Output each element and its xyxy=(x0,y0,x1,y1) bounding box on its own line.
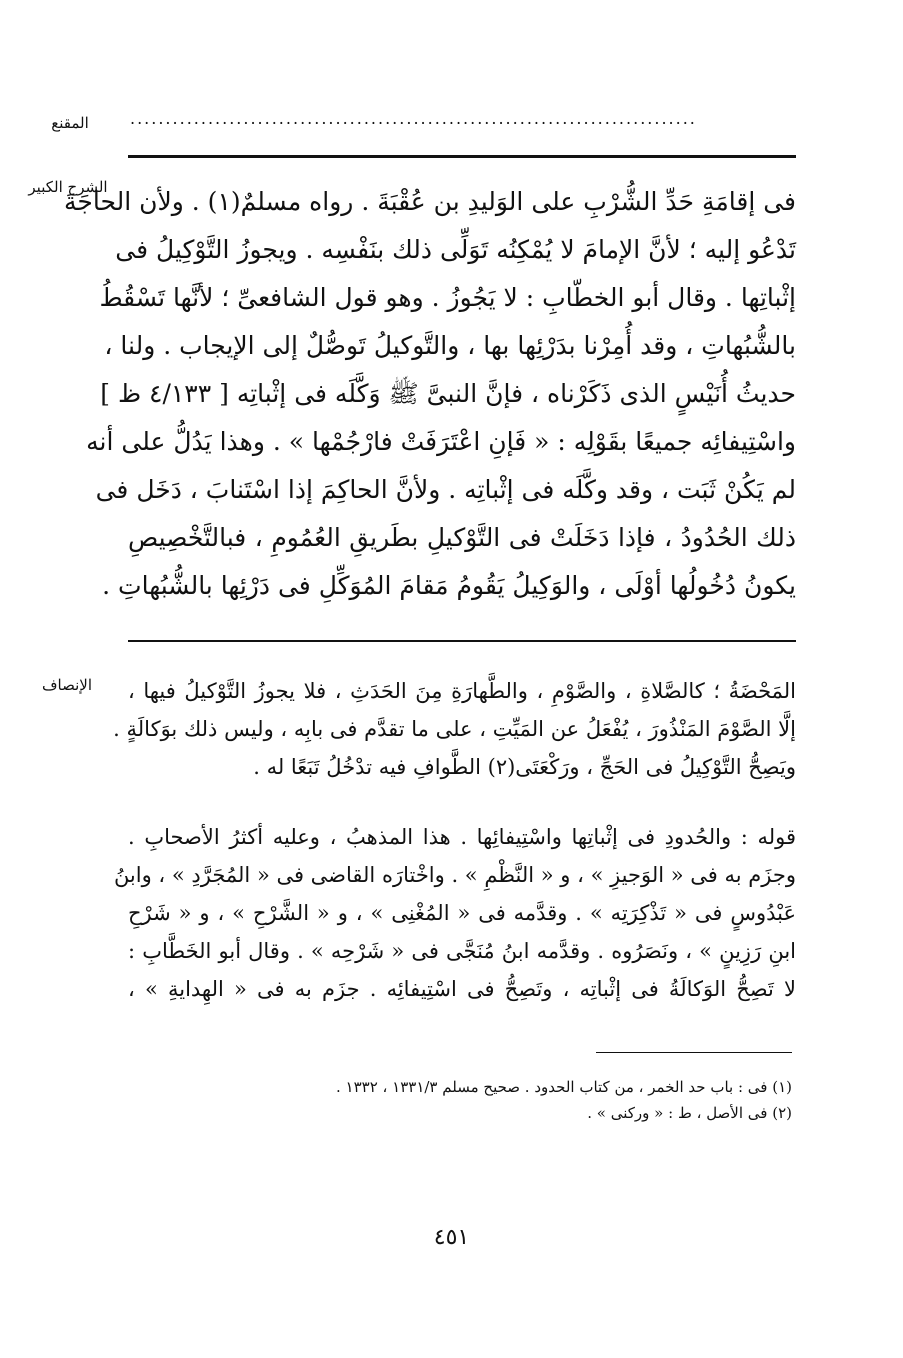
sharh-line: إثْباتِها . وقال أبو الخطّابِ : لا يَجُوزُ . وهو قول الشافعىِّ ؛ لأنَّها تَسْقُطُ xyxy=(99,283,796,312)
book-title: المقنع xyxy=(51,114,89,132)
insaf-line: ابنِ رَزِينٍ » ، ونَصَرُوه . وقدَّمه ابنُ مُنَجَّى فى « شَرْحِه » . وقال أبو الخَطَّابِ : xyxy=(128,939,796,963)
sharh-line: ذلك الحُدُودُ ، فإذا دَخَلَتْ فى التَّوْكيلِ بطَريقِ العُمُومِ ، فبالتَّخْصِيصِ xyxy=(128,523,796,552)
insaf-section-label: الإنصاف xyxy=(41,676,93,694)
section-divider xyxy=(128,640,796,642)
header-rule xyxy=(128,155,796,158)
footnotes-block xyxy=(128,1074,792,1126)
insaf-line: قوله : والحُدودِ فى إثْباتِها واسْتِيفائِها . هذا المذهبُ ، وعليه أكثرُ الأصحابِ . xyxy=(128,825,796,849)
insaf-line: عَبْدُوسٍ فى « تَذْكِرَتِه » . وقدَّمه فى « المُغْنِى » ، و « الشَّرْحِ » ، و « شَرْحِ xyxy=(128,901,796,925)
header-dotted-line: ................................................................................ xyxy=(130,109,697,128)
sharh-line: فى إقامَةِ حَدِّ الشُّرْبِ على الوَليدِ بن عُقْبَةَ . رواه مسلمٌ(١) . ولأن الحاجَةَ xyxy=(64,187,796,216)
footnote-line: (٢) فى الأصل ، ط : « وركنى » . xyxy=(587,1104,792,1122)
insaf-line: ويَصِحُّ التَّوْكِيلُ فى الحَجِّ ، ورَكْعَتَى(٢) الطَّوافِ فيه تدْخُلُ تَبَعًا له . xyxy=(253,755,796,779)
sharh-line: بالشُّبُهاتِ ، وقد أُمِرْنا بدَرْئِها بها ، والتَّوكيلُ تَوصُّلٌ إلى الإيجاب . ولنا ، xyxy=(104,331,796,360)
insaf-text-block-1 xyxy=(113,672,796,786)
sharh-section-label: الشرح الكبير xyxy=(28,178,108,196)
sharh-line: واسْتِيفائِه جميعًا بقَوْلِه : « فَإنِ اعْتَرَفَتْ فارْجُمْها » . وهذا يَدُلُّ على أنه xyxy=(86,427,796,456)
sharh-line: لم يَكُنْ ثَبَت ، وقد وكَّلَه فى إثْباتِه . ولأنَّ الحاكِمَ إذا اسْتَنابَ ، دَخَل فى xyxy=(95,475,796,504)
sharh-line: حديثُ أُنَيْسٍ الذى ذَكَرْناه ، فإنَّ النبىَّ ﷺ وَكَّلَه فى إثْباتِه [ ٤/١٣٣ ظ ] xyxy=(100,379,796,408)
insaf-line: وجزَم به فى « الوَجيزِ » ، و « النَّظْمِ » . واخْتارَه القاضى فى « المُجَرَّدِ » ، وابنُ xyxy=(113,863,796,887)
insaf-line: لا تَصِحُّ الوَكالَةُ فى إثْباتِه ، وتَصِحُّ فى اسْتِيفائِه . جزَم به فى « الهِدايةِ » ، xyxy=(128,977,796,1001)
insaf-line: إلَّا الصَّوْمَ المَنْذُورَ ، يُفْعَلُ عن المَيِّتِ ، على ما تقدَّم فى بابِه ، وليس ذلك بوَكالَةٍ . xyxy=(113,717,796,741)
sharh-line: يكونُ دُخُولُها أوْلَى ، والوَكِيلُ يَقُومُ مَقامَ المُوَكِّلِ فى دَرْئِها بالشُّبُهاتِ . xyxy=(102,571,796,600)
insaf-line: المَحْضَةُ ؛ كالصَّلاةِ ، والصَّوْمِ ، والطَّهارَةِ مِنَ الحَدَثِ ، فلا يجوزُ التَّوْكيلُ فيها ، xyxy=(128,679,796,703)
footnote-rule xyxy=(596,1052,792,1053)
page-number: ٤٥١ xyxy=(433,1225,470,1250)
footnote-line: (١) فى : باب حد الخمر ، من كتاب الحدود . صحيح مسلم ١٣٣١/٣ ، ١٣٣٢ . xyxy=(335,1078,792,1096)
sharh-line: تَدْعُو إليه ؛ لأنَّ الإمامَ لا يُمْكِنُه تَوَلِّى ذلك بنَفْسِه . ويجوزُ التَّوْكِيلُ فى xyxy=(115,235,796,264)
insaf-text-block-2 xyxy=(113,818,796,1008)
